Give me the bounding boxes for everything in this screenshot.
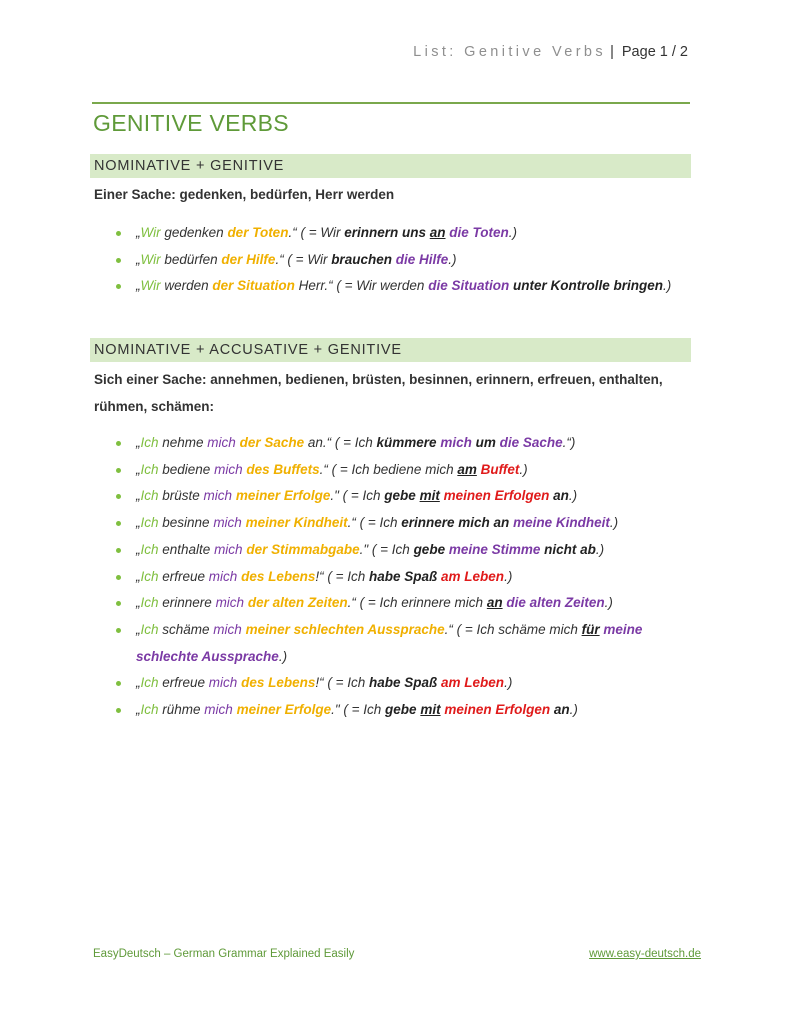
list-item: „Ich enthalte mich der Stimmabgabe." ( = Ich gebe meine Stimme nicht ab.)	[114, 537, 674, 564]
page-title: GENITIVE VERBS	[93, 110, 289, 136]
section2-intro: Sich einer Sache: annehmen, bedienen, brüsten, besinnen, erinnern, erfreuen, enthalten, rühmen, schämen:	[94, 372, 663, 414]
list-item: „Ich brüste mich meiner Erfolge." ( = Ich gebe mit meinen Erfolgen an.)	[114, 483, 674, 510]
header-separator: |	[610, 44, 614, 60]
section1-examples	[114, 220, 674, 300]
header-list-label: List: Genitive Verbs	[413, 44, 607, 60]
list-item: „Ich erfreue mich des Lebens!“ ( = Ich habe Spaß am Leben.)	[114, 670, 674, 697]
list-item: „Wir gedenken der Toten.“ ( = Wir erinnern uns an die Toten.)	[114, 220, 674, 247]
list-item: „Ich erinnere mich der alten Zeiten.“ ( = Ich erinnere mich an die alten Zeiten.)	[114, 590, 674, 617]
list-item: „Wir bedürfen der Hilfe.“ ( = Wir brauchen die Hilfe.)	[114, 247, 674, 274]
list-item: „Ich rühme mich meiner Erfolge." ( = Ich gebe mit meinen Erfolgen an.)	[114, 697, 674, 724]
title-rule	[92, 102, 690, 104]
list-item: „Ich nehme mich der Sache an.“ ( = Ich kümmere mich um die Sache.“)	[114, 430, 674, 457]
section1-intro: Einer Sache: gedenken, bedürfen, Herr werden	[94, 187, 395, 202]
list-item: „Ich besinne mich meiner Kindheit.“ ( = Ich erinnere mich an meine Kindheit.)	[114, 510, 674, 537]
list-item: „Ich schäme mich meiner schlechten Aussprache.“ ( = Ich schäme mich für meine schlechte Aussprache.)	[114, 617, 674, 670]
section-heading-nominative-accusative-genitive: NOMINATIVE + ACCUSATIVE + GENITIVE	[90, 338, 691, 362]
footer-brand: EasyDeutsch – German Grammar Explained Easily	[93, 948, 355, 960]
section-heading-nominative-genitive: NOMINATIVE + GENITIVE	[90, 154, 691, 178]
footer-link[interactable]: www.easy-deutsch.de	[589, 948, 701, 960]
list-item: „Ich bediene mich des Buffets.“ ( = Ich bediene mich am Buffet.)	[114, 457, 674, 484]
list-item: „Wir werden der Situation Herr.“ ( = Wir werden die Situation unter Kontrolle bringen.)	[114, 273, 674, 300]
header-page-number: Page 1 / 2	[621, 44, 688, 60]
page-header	[413, 44, 688, 60]
list-item: „Ich erfreue mich des Lebens!“ ( = Ich habe Spaß am Leben.)	[114, 564, 674, 591]
section2-examples	[114, 430, 674, 724]
